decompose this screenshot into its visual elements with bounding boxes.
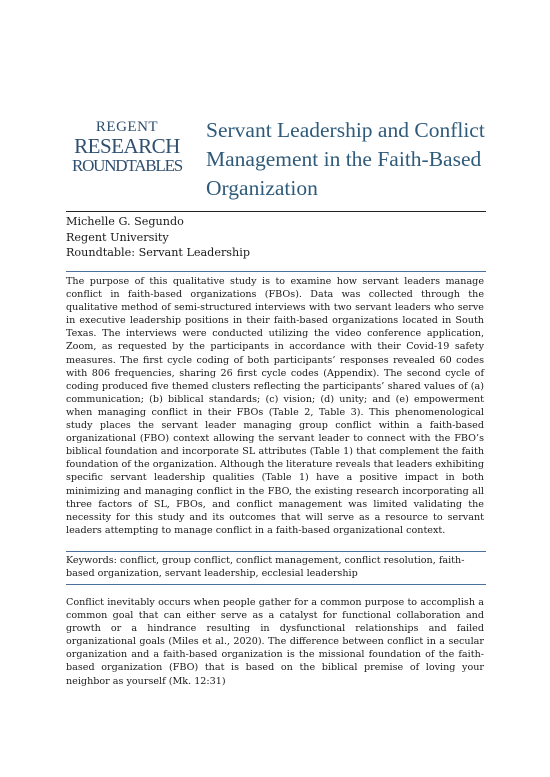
abstract-bottom-divider (66, 551, 486, 552)
intro-paragraph: Conflict inevitably occurs when people gather for a common purpose to accomplish a common goal that can either serve as a catalyst for functional collaboration and growth or a hindrance resulting in dysfunctional relationships and failed organizational goals (Miles et al., 2020). The difference between conflict in a secular organization and a faith-based organization is the missional foundation of the faith-based organization (FBO) that is based on the biblical premise of loving your neighbor as yourself (Mk. 12:31) (66, 597, 484, 687)
keywords-text: Keywords: conflict, group conflict, conflict management, conflict resolution, faith-based organization, servant leadership, ecclesial leadership (66, 555, 465, 580)
author-affiliation: Regent University (66, 230, 169, 244)
roundtable-label: Roundtable: Servant Leadership (66, 246, 250, 259)
logo-line-regent: REGENT (95, 119, 159, 135)
author-name: Michelle G. Segundo (66, 215, 184, 228)
abstract-text: The purpose of this qualitative study is to examine how servant leaders manage conflict in faith-based organizations (FBOs). Data was collected through the qualitative method of semi-structured interviews with two servant leaders who serve in executive leadership positions in their faith-based organizations located in South Texas. The interviews were conducted utilizing the video conference application, Zoom, as requested by the participants in accordance with their Covid-19 safety measures. The first cycle coding of both participants’ responses revealed 60 codes with 806 frequencies, sharing 26 first cycle codes (Appendix). The second cycle of coding produced five themed clusters reflecting the participants’ shared values of (a) communication; (b) biblical standards; (c) vision; (d) unity; and (e) empowerment when managing conflict in their FBOs (Table 2, Table 3). This phenomenological study places the servant leader managing group conflict within a faith-based organizational (FBO) context allowing the servant leader to connect with the FBO’s biblical foundation and incorporate SL attributes (Table 1) that complement the faith foundation of the organization. Although the literature reveals that leaders exhibiting specific servant leadership qualities (Table 1) have a positive impact in both minimizing and managing conflict in the FBO, the existing research incorporating all three factors of SL, FBOs, and conflict management was limited validating the necessity for this study and its outcomes that will serve as a resource to servant leaders attempting to manage conflict in a faith-based organizational context. (66, 276, 484, 536)
header-divider (66, 211, 486, 212)
regent-research-roundtables-logo (64, 120, 190, 174)
logo-line-roundtables: ROUNDTABLES (71, 156, 183, 175)
author-block (66, 214, 486, 261)
paper-title: Servant Leadership and Conflict Management in the Faith-Based Organization (206, 118, 485, 200)
abstract-top-divider (66, 271, 486, 272)
keywords-divider (66, 584, 486, 585)
logo-line-research: RESEARCH (74, 134, 180, 158)
